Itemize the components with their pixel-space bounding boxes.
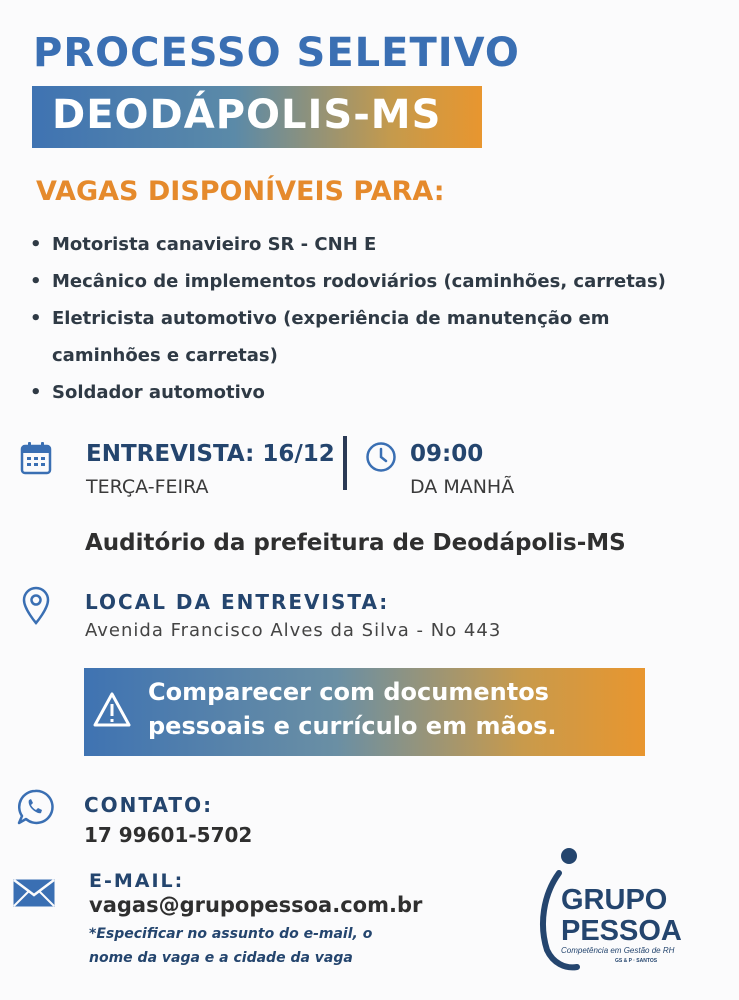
divider — [343, 436, 347, 490]
logo-line-2: PESSOA — [561, 915, 682, 947]
interview-date: ENTREVISTA: 16/12 — [86, 441, 335, 467]
page-title: PROCESSO SELETIVO — [33, 30, 520, 76]
contact-label: CONTATO: — [84, 793, 214, 817]
logo-line-1: GRUPO — [561, 884, 668, 916]
notice-line-1: Comparecer com documentos — [148, 678, 549, 706]
logo-sub: GS & P · SANTOS — [615, 958, 658, 964]
list-item: • Mecânico de implementos rodoviários (caminhões, carretas) — [30, 263, 710, 300]
location-pin-icon — [20, 585, 52, 625]
logo-tagline: Competência em Gestão de RH — [561, 946, 675, 955]
contact-phone[interactable]: 17 99601-5702 — [84, 823, 253, 847]
email-note-line-1: *Especificar no assunto do e-mail, o — [89, 926, 373, 942]
warning-icon — [92, 690, 132, 730]
notice-banner — [84, 668, 645, 756]
clock-icon — [365, 441, 397, 473]
email-note-line-2: nome da vaga e a cidade da vaga — [89, 950, 353, 966]
city-banner — [32, 86, 482, 148]
vacancies-heading: VAGAS DISPONÍVEIS PARA: — [36, 176, 445, 207]
mail-icon — [12, 878, 56, 908]
notice-line-2: pessoais e currículo em mãos. — [148, 712, 557, 740]
interview-venue: Auditório da prefeitura de Deodápolis-MS — [85, 530, 626, 556]
interview-weekday: TERÇA-FEIRA — [86, 476, 209, 498]
whatsapp-icon — [16, 788, 54, 826]
interview-time: 09:00 — [410, 441, 484, 467]
interview-period: DA MANHÃ — [410, 476, 515, 498]
grupo-pessoa-logo — [525, 845, 725, 975]
list-item: • Motorista canavieiro SR - CNH E — [30, 226, 710, 263]
location-label: LOCAL DA ENTREVISTA: — [85, 590, 390, 614]
calendar-icon — [20, 441, 52, 475]
email-address[interactable]: vagas@grupopessoa.com.br — [89, 893, 423, 917]
vacancies-list — [30, 226, 710, 411]
email-label: E-MAIL: — [89, 870, 185, 892]
city-name: DEODÁPOLIS-MS — [52, 92, 442, 138]
list-item: • Soldador automotivo — [30, 374, 710, 411]
list-item: • Eletricista automotivo (experiência de manutenção em caminhões e carretas) — [30, 300, 632, 374]
location-address: Avenida Francisco Alves da Silva - No 443 — [85, 620, 502, 641]
